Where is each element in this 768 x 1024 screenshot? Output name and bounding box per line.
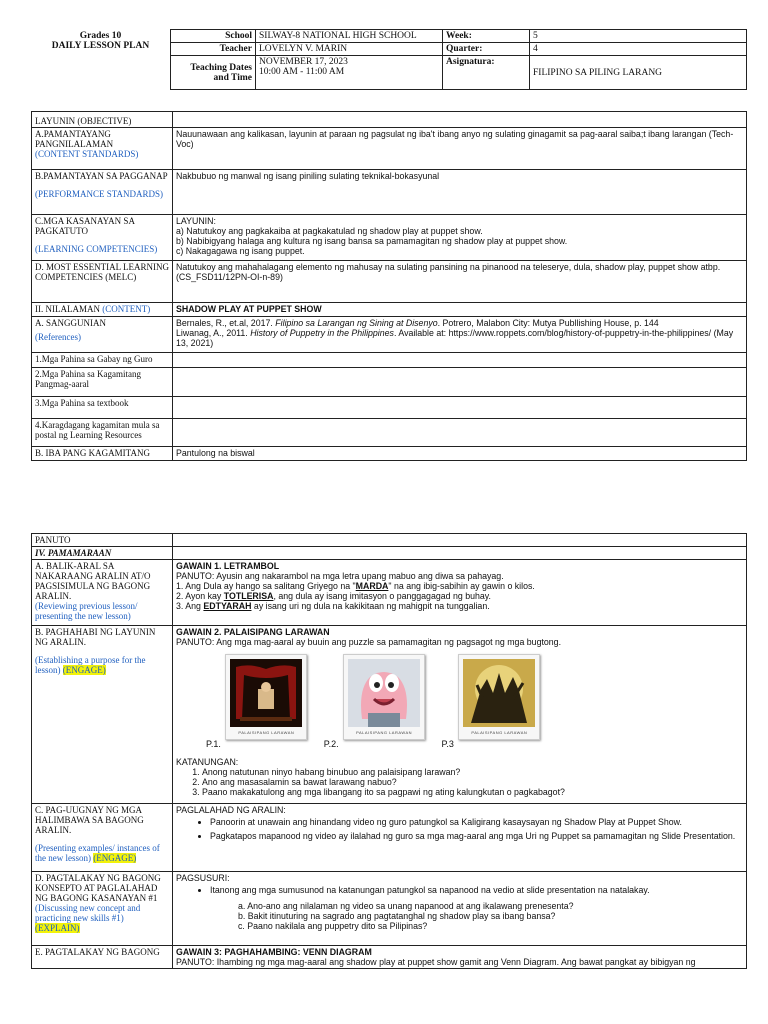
lr-portal-label: 4.Karagdagang kagamitan mula sa postal ng Learning Resources [32,419,173,447]
picture-label: P.3 [441,739,454,749]
activity-1-instruction: PANUTO: Ayusin ang nakarambol na mga letra upang mabuo ang diwa sa pahayag. [176,571,504,581]
textbook-value [173,397,747,419]
objectives-table [31,111,747,461]
activity-1-item [176,581,743,591]
purpose-content [173,626,747,804]
competency-item: c) Nakagagawa ng isang puppet. [176,246,305,256]
teacher-value: LOVELYN V. MARIN [256,43,443,56]
item-text: , ang dula ay isang imitasyon o panggagagad ng buhay. [273,591,491,601]
reference-1-title: Filipino sa Larangan ng Sining at Disenyo [275,318,438,328]
learner-material-label: 2.Mga Pahina sa Kagamitang Pangmag-aaral [32,368,173,397]
reference-2-author: Liwanag, A., 2011. [176,328,251,338]
reference-1-pub: . Potrero, Malabon City: Mutya Publlishing House, p. 144 [437,318,659,328]
grade-cell [31,30,171,90]
analysis-list [176,885,743,895]
item-text: 1. Ang Dula ay hango sa salitang Griyego na " [176,581,356,591]
activity-3-title: GAWAIN 3: PAGHAHAMBING: VENN DIAGRAM [176,947,372,957]
time-value: 10:00 AM - 11:00 AM [259,67,345,77]
engage-tag: (ENGAGE) [62,665,106,675]
picture-label: P.2. [323,739,339,749]
content-value: SHADOW PLAY AT PUPPET SHOW [173,303,747,317]
puppet-stage-image [230,659,302,727]
grade-label: Grades 10 [79,30,122,41]
shadow-play-image [463,659,535,727]
panuto-label: PANUTO [32,534,173,547]
picture-puzzle-3 [458,654,540,740]
picture-row [206,654,743,749]
subject-label: Asignatura: [443,56,530,90]
discussion-title: D. PAGTALAKAY NG BAGONG KONSEPTO AT PAGLALAHAD NG BAGONG KASANAYAN #1 [35,873,161,903]
purpose-title: B. PAGHAHABI NG LAYUNIN NG ARALIN. [35,627,156,647]
new-concept-label: E. PAGTALAKAY NG BAGONG [32,946,173,969]
pamamaraan-value [173,547,747,560]
references-text [173,317,747,353]
other-materials-label: B. IBA PANG KAGAMITANG [32,447,173,461]
performance-standards-label [32,170,173,215]
competencies-label [32,215,173,261]
scrambled-word: MARDA [355,581,389,591]
reference-2 [176,328,743,348]
analysis-question: b. Bakit itinuturing na sagrado ang pagtatanghal ng shadow play sa ibang bansa? [238,911,556,921]
analysis-item: • Itanong ang mga sumusunod na katanungan patungkol sa napanood na vedio at slide presentation na natalakay. [210,885,743,895]
dates-value [256,56,443,90]
dates-label [171,56,256,90]
review-sub: (Reviewing previous lesson/ presenting the new lesson) [35,601,138,621]
picture-caption: PALAISIPANG LARAWAN [356,730,413,735]
quarter-value: 4 [530,43,747,56]
activity-2-instruction: PANUTO: Ang mga mag-aaral ay buuin ang puzzle sa pamamagitan ng pagsagot ng mga bugtong. [176,637,562,647]
explain-tag-wrap [35,923,169,933]
reference-1-author: Bernales, R., et.al, 2017. [176,318,276,328]
purpose-label [32,626,173,804]
scrambled-word: EDTYARAH [203,601,252,611]
melc-code: (CS_FSD11/12PN-OI-n-89) [176,272,283,282]
discussion-label [32,872,173,946]
examples-label [32,804,173,872]
picture-puzzle-1 [225,654,307,740]
activity-3-text: PANUTO: Ihambing ng mga mag-aaral ang shadow play at puppet show gamit ang Venn Diagram. Ang bawat pangkat ay bibigyan ng [176,957,696,967]
scrambled-word: TOTLERISA [223,591,274,601]
item-text: ay isang uri ng dula na kakikitaan ng mahigpit na tunggalian. [251,601,490,611]
item-text: 3. Ang [176,601,204,611]
lesson-presentation-head: PAGLALAHAD NG ARALIN: [176,805,286,815]
analysis-question: c. Paano nakilala ang puppetry dito sa Pilipinas? [238,921,428,931]
reference-2-pub: . Available at: https://www.roppets.com/blog/history-of-puppetry-in-the-philippines/ (May 13, 2021) [176,328,734,348]
week-label: Week: [443,30,530,43]
competency-item: a) Natutukoy ang pagkakaiba at pagkakatulad ng shadow play at puppet show. [176,226,483,236]
references-sub: (References) [35,332,81,342]
plan-title: DAILY LESSON PLAN [51,40,150,51]
presentation-item: • Panoorin at unawain ang hinandang video ng guro patungkol sa Kaligirang kasaysayan ng Shadow Play at Puppet Show. [210,817,743,827]
competencies-title: C.MGA KASANAYAN SA PAGKATUTO [35,216,135,236]
picture-puzzle-2 [343,654,425,740]
picture-caption: PALAISIPANG LARAWAN [238,730,295,735]
new-concept-content [173,946,747,969]
activity-1-item [176,601,743,611]
questions-head: KATANUNGAN: [176,757,239,767]
examples-title: C. PAG-UUGNAY NG MGA HALIMBAWA SA BAGONG ARALIN. [35,805,144,835]
textbook-label: 3.Mga Pahina sa textbook [32,397,173,419]
question-item: 3. Paano makakatulong ang mga libangang ito sa pagpawi ng ating kalungkutan o pagkabagot? [202,787,743,797]
objective-title: LAYUNIN (OBJECTIVE) [32,112,173,128]
melc-text-line1: Natutukoy ang mahahalagang elemento ng mahusay na sulating pansining na pinanood na teleserye, dula, shadow play, puppet show atbp. [176,262,721,272]
sock-puppet-image [348,659,420,727]
objective-title-right [173,112,747,128]
examples-content [173,804,747,872]
picture-caption: PALAISIPANG LARAWAN [471,730,528,735]
lr-portal-value [173,419,747,447]
teacher-guide-value [173,353,747,368]
explain-tag: (EXPLAIN) [35,923,80,933]
subject-value: FILIPINO SA PILING LARANG [530,56,747,90]
content-label-sub: (CONTENT) [102,304,151,314]
competencies-sub: (LEARNING COMPETENCIES) [35,244,158,254]
procedure-table [31,533,747,969]
reference-2-title: History of Puppetry in the Philippines [250,328,394,338]
review-content [173,560,747,626]
question-list [176,767,743,797]
examples-sub-text: (Presenting examples/ instances of the new lesson) [35,843,160,863]
melc-label: D. MOST ESSENTIAL LEARNING COMPETENCIES (MELC) [32,261,173,303]
purpose-sub [35,655,169,675]
content-label-title: II. NILALAMAN [35,304,100,314]
performance-standards-sub: (PERFORMANCE STANDARDS) [35,189,164,199]
competencies-text [173,215,747,261]
review-title: A. BALIK-ARAL SA NAKARAANG ARALIN AT/O PAGSISIMULA NG BAGONG ARALIN. [35,561,151,601]
performance-standards-text: Nakbubuo ng manwal ng isang piniling sulating teknikal-bokasyunal [173,170,747,215]
presentation-item: • Pagkatapos mapanood ng video ay ilalahad ng guro sa mga mag-aaral ang mga Uri ng Puppet sa pamamagitan ng Slide Presentation. [210,831,743,841]
discussion-content [173,872,747,946]
analysis-question: a. Ano-ano ang nilalaman ng video sa unang napanood at ang ikalawang prenesenta? [238,901,574,911]
content-standards-title: A.PAMANTAYANG PANGNILALAMAN [35,129,114,149]
performance-standards-title: B.PAMANTAYAN SA PAGGANAP [35,171,168,181]
header-table [31,29,747,90]
competencies-head: LAYUNIN: [176,216,216,226]
references-label [32,317,173,353]
school-value: SILWAY-8 NATIONAL HIGH SCHOOL [256,30,443,43]
melc-text [173,261,747,303]
dates-label-line2: and Time [213,72,252,83]
review-label [32,560,173,626]
presentation-list [176,817,743,841]
content-standards-text: Nauunawaan ang kalikasan, layunin at paraan ng pagsulat ng iba't ibang anyo ng sulating ginagamit sa pag-aaral saiba;t ibang larangan (Tech-Voc) [173,128,747,170]
reference-1 [176,318,743,328]
activity-2-title: GAWAIN 2. PALAISIPANG LARAWAN [176,627,330,637]
engage-tag: (ENGAGE) [93,853,137,863]
teacher-label: Teacher [171,43,256,56]
content-label [32,303,173,317]
discussion-sub: (Discussing new concept and practicing new skills #1) [35,903,141,923]
item-text: " na ang ibig-sabihin ay gawin o kilos. [388,581,535,591]
panuto-value [173,534,747,547]
activity-1-title: GAWAIN 1. LETRAMBOL [176,561,280,571]
pamamaraan-label: IV. PAMAMARAAN [32,547,173,560]
question-item: 1. Anong natutunan ninyo habang binubuo ang palaisipang larawan? [202,767,743,777]
examples-sub [35,843,169,863]
quarter-label: Quarter: [443,43,530,56]
question-item: 2. Ano ang masasalamin sa bawat larawang nabuo? [202,777,743,787]
school-label: School [171,30,256,43]
activity-1-item [176,591,743,601]
purpose-sub-text: (Establishing a purpose for the lesson) [35,655,146,675]
other-materials-value: Pantulong na biswal [173,447,747,461]
teacher-guide-label: 1.Mga Pahina sa Gabay ng Guro [32,353,173,368]
references-title: A. SANGGUNIAN [35,318,106,328]
competency-item: b) Nabibigyang halaga ang kultura ng isang bansa sa pamamagitan ng shadow play at puppet show. [176,236,568,246]
analysis-head: PAGSUSURI: [176,873,230,883]
content-standards-label [32,128,173,170]
dates-label-line1: Teaching Dates [190,62,252,73]
content-standards-sub: (CONTENT STANDARDS) [35,149,139,159]
item-text: 2. Ayon kay [176,591,224,601]
picture-label: P.1. [206,739,221,749]
analysis-questions [176,901,743,931]
date-value: NOVEMBER 17, 2023 [259,57,348,67]
week-value: 5 [530,30,747,43]
learner-material-value [173,368,747,397]
